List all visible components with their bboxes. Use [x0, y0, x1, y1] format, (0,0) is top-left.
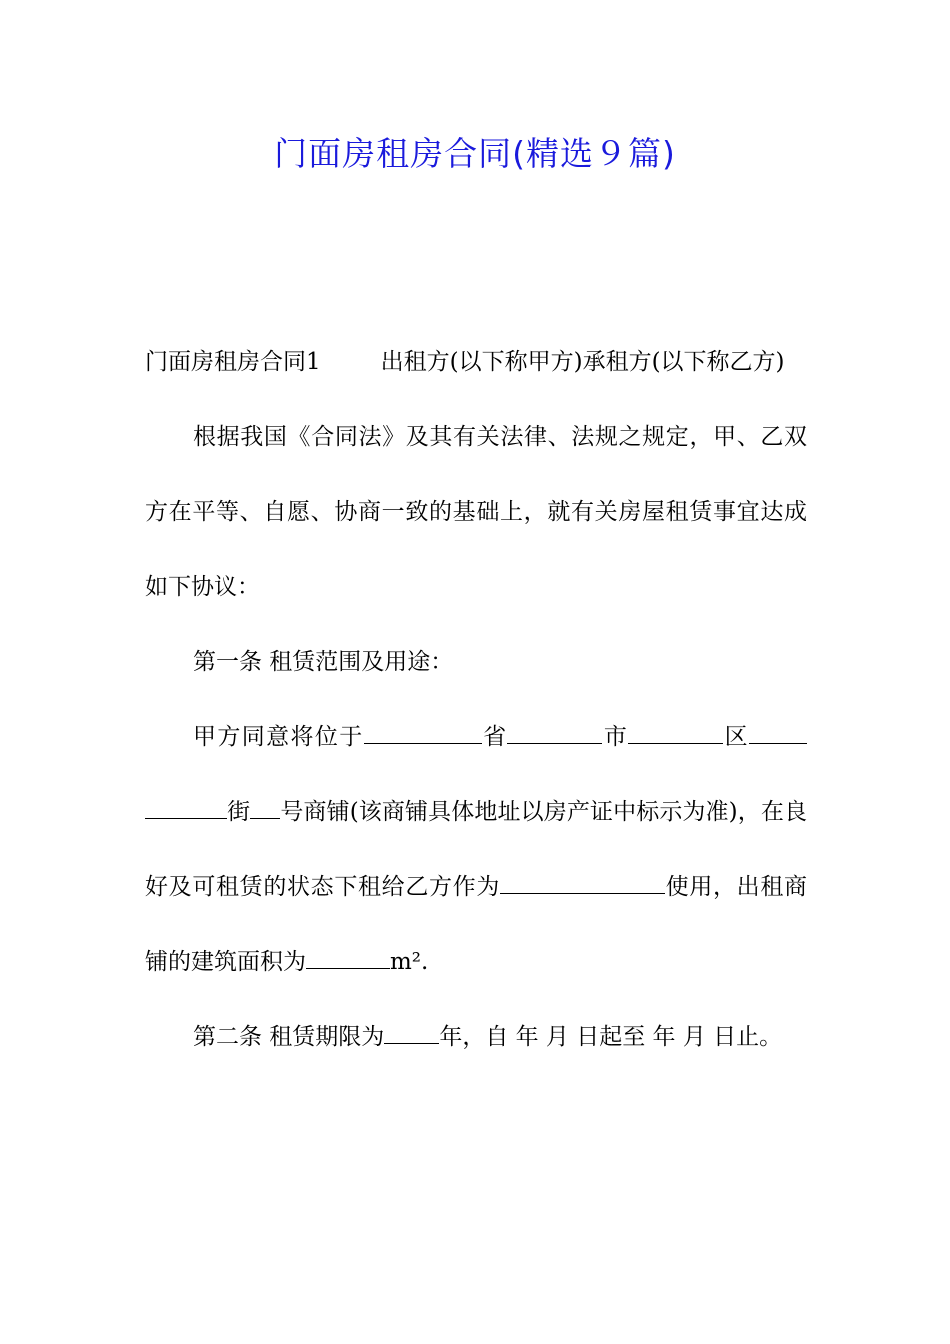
article-1-text-5: 街: [227, 799, 251, 825]
district-blank: [628, 723, 723, 744]
article-2-text-2: 年，自 年 月 日起至 年 月 日止。: [439, 1024, 783, 1050]
street-blank-b: [145, 798, 227, 819]
intro-paragraph: [145, 325, 807, 400]
province-blank: [364, 723, 482, 744]
article-1-title: 第一条 租赁范围及用途：: [193, 649, 454, 675]
article-1-text-7: 使用，出租商铺的建筑面积为: [145, 874, 808, 975]
article-1-text-3: 市: [602, 724, 629, 750]
article-1-text-6: 号商铺(该商铺具体地址以房产证中标示为准)，在良好及可租赁的状态下租给乙方作为: [145, 799, 807, 900]
contract-number-heading: 门面房租房合同1: [145, 349, 321, 375]
parties-text: 出租方(以下称甲方)承租方(以下称乙方): [380, 349, 785, 375]
article-1-paragraph: [145, 700, 807, 1000]
article-1-text-1: 甲方同意将位于: [193, 724, 364, 750]
area-blank: [306, 948, 390, 969]
document-title: 门面房租房合同(精选９篇): [274, 134, 676, 173]
article-2-paragraph: [145, 1000, 807, 1075]
city-blank: [507, 723, 602, 744]
number-blank: [250, 798, 280, 819]
article-2-text-1: 第二条 租赁期限为: [193, 1024, 385, 1050]
street-blank-a: [749, 723, 807, 744]
area-unit: m².: [390, 949, 429, 975]
article-1-text-4: 区: [723, 724, 750, 750]
years-blank: [384, 1023, 439, 1044]
document-body: [145, 325, 807, 1075]
article-1-text-2: 省: [481, 724, 508, 750]
usage-blank: [500, 873, 665, 894]
preamble-paragraph: 根据我国《合同法》及其有关法律、法规之规定，甲、乙双方在平等、自愿、协商一致的基础上，就有关房屋租赁事宜达成如下协议：: [145, 424, 807, 600]
